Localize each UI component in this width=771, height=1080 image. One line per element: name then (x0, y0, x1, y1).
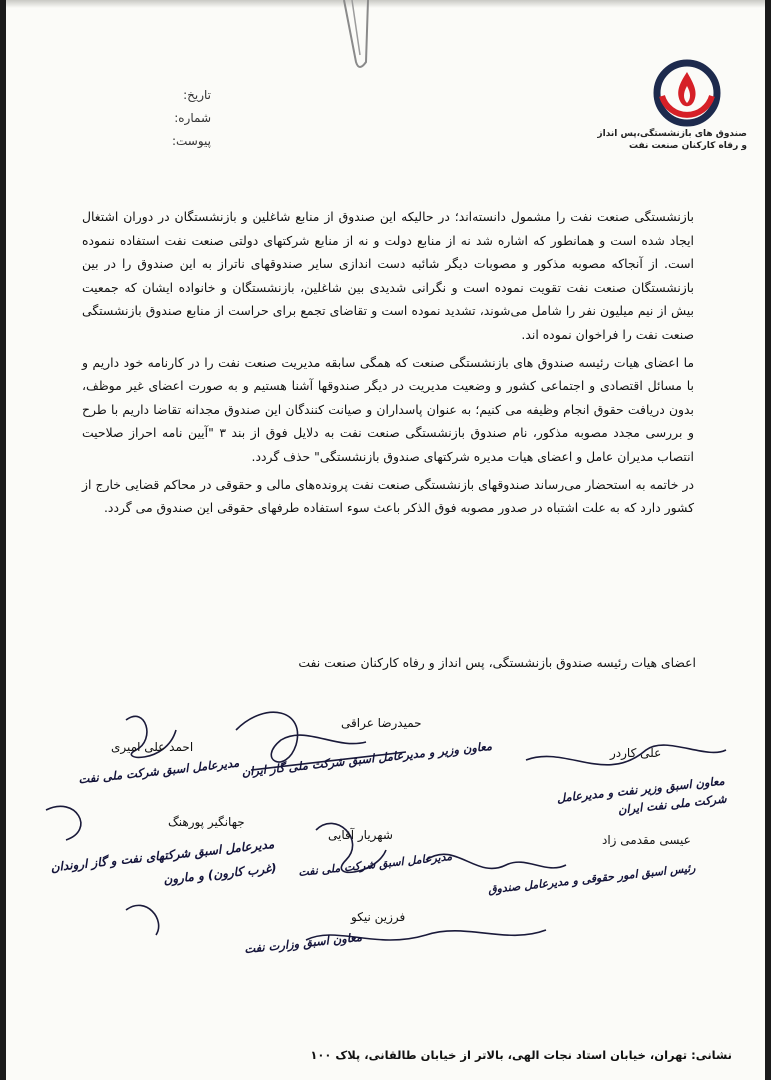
org-name-line1: صندوق های بازنشستگی،پس انداز (597, 129, 747, 139)
paper-clip-icon (326, 0, 386, 75)
signatory-name: احمد علی امیری (111, 740, 194, 754)
signatory-note: مدیرعامل اسبق شرکتهای نفت و گاز اروندان (غرب کارون) و مارون (49, 837, 278, 887)
signatory-name: جهانگیر پورهنگ (168, 815, 245, 829)
body-paragraph-2: ما اعضای هیات رئیسه صندوق های بازنشستگی صنعت که همگی سابقه مدیریت صنعت نفت را در کارنامه خود داریم و با مسائل اقتصادی و اجتماعی کشور و وضعیت مدیریت در دیگر صندوقها آشنا هستیم و به صورت اعضای غیر موظف، بدون دریافت حقوق انجام وظیفه می کنیم؛ به عنوان پاسداران و صیانت کنندگان این صندوق مجدانه تقاضا داریم با طرح و بررسی مجدد مصوبه مذکور، نام صندوق بازنشستگی صنعت نفت به دلایل فوق از بند ۳ "آیین نامه احراز صلاحیت انتصاب مدیران عامل و اعضای هیات مدیره شرکتهای صندوق بازنشستگی" حذف گردد. (82, 354, 694, 464)
signatory-name: حمیدرضا عراقی (341, 716, 422, 730)
footer-address: نشانی: تهران، خیابان استاد نجات الهی، بالاتر از خیابان طالقانی، پلاک ۱۰۰ (310, 1048, 732, 1062)
body-paragraph-3: در خاتمه به استحضار می‌رساند صندوقهای بازنشستگی صنعت نفت پرونده‌های مالی و حقوقی در محاکم قضایی خارج از کشور دارد که به علت اشتباه در صدور مصوبه فوق الذکر باعث سوء استفاده طرفهای حقوقی این صندوق می گردد. (82, 476, 694, 516)
signatory-name: فرزین نیکو (351, 910, 406, 924)
number-label: شماره: (174, 111, 211, 125)
letter-body (82, 205, 694, 520)
oil-fund-logo-icon (652, 58, 722, 128)
org-name-line2: و رفاه کارکنان صنعت نفت (628, 141, 747, 151)
signatory-note: معاون اسبق وزیر نفت و مدیرعامل شرکت ملی نفت ایران (556, 773, 728, 817)
closing-line: اعضای هیات رئیسه صندوق بازنشستگی، پس انداز و رفاه کارکنان صنعت نفت (298, 655, 696, 670)
letter-meta (156, 88, 211, 157)
body-paragraph-1: بازنشستگی صنعت نفت را مشمول دانسته‌اند؛ در حالیکه این صندوق از منابع شاغلین و بازنشستگان در دوران اشتغال ایجاد شده است و همانطور که اشاره شد نه از منابع دولت و نه از منابع شرکتهای دولتی صنعت نفت استفاده ننموده است. از آنجاکه مصوبه مذکور و مصوبات دیگر شائبه دست اندازی سایر صندوقهای ناتراز به این صندوق را در بین بازنشستگان صنعت نفت تقویت نموده است و نگرانی شدیدی بین شاغلین، بازنشستگان و خانواده ایشان که جمعیت بیش از نیم میلیون نفر را شامل می‌شوند، تشدید نموده است و تقاضای تجمع برای حراست از منابع صندوق بازنشستگی صنعت نفت را فراخوان نموده اند. (82, 209, 694, 342)
signatory-note: معاون وزیر و مدیرعامل اسبق شرکت ملی گاز ایران (240, 738, 493, 780)
signatory-note: معاون اسبق وزارت نفت (243, 929, 363, 957)
signatory-note: مدیرعامل اسبق شرکت ملی نفت (297, 849, 453, 880)
signatory-name: عیسی مقدمی زاد (602, 833, 691, 847)
date-label: تاریخ: (183, 88, 211, 102)
signatory-name: شهریار آقایی (328, 828, 393, 842)
letter-page (6, 0, 765, 1080)
signatory-name: علی کاردر (610, 746, 662, 760)
attachment-label: پیوست: (171, 134, 211, 148)
letterhead-logo-block (597, 58, 747, 152)
signatory-note: رئیس اسبق امور حقوقی و مدیرعامل صندوق (487, 861, 697, 897)
signatory-note: مدیرعامل اسبق شرکت ملی نفت (77, 755, 240, 787)
